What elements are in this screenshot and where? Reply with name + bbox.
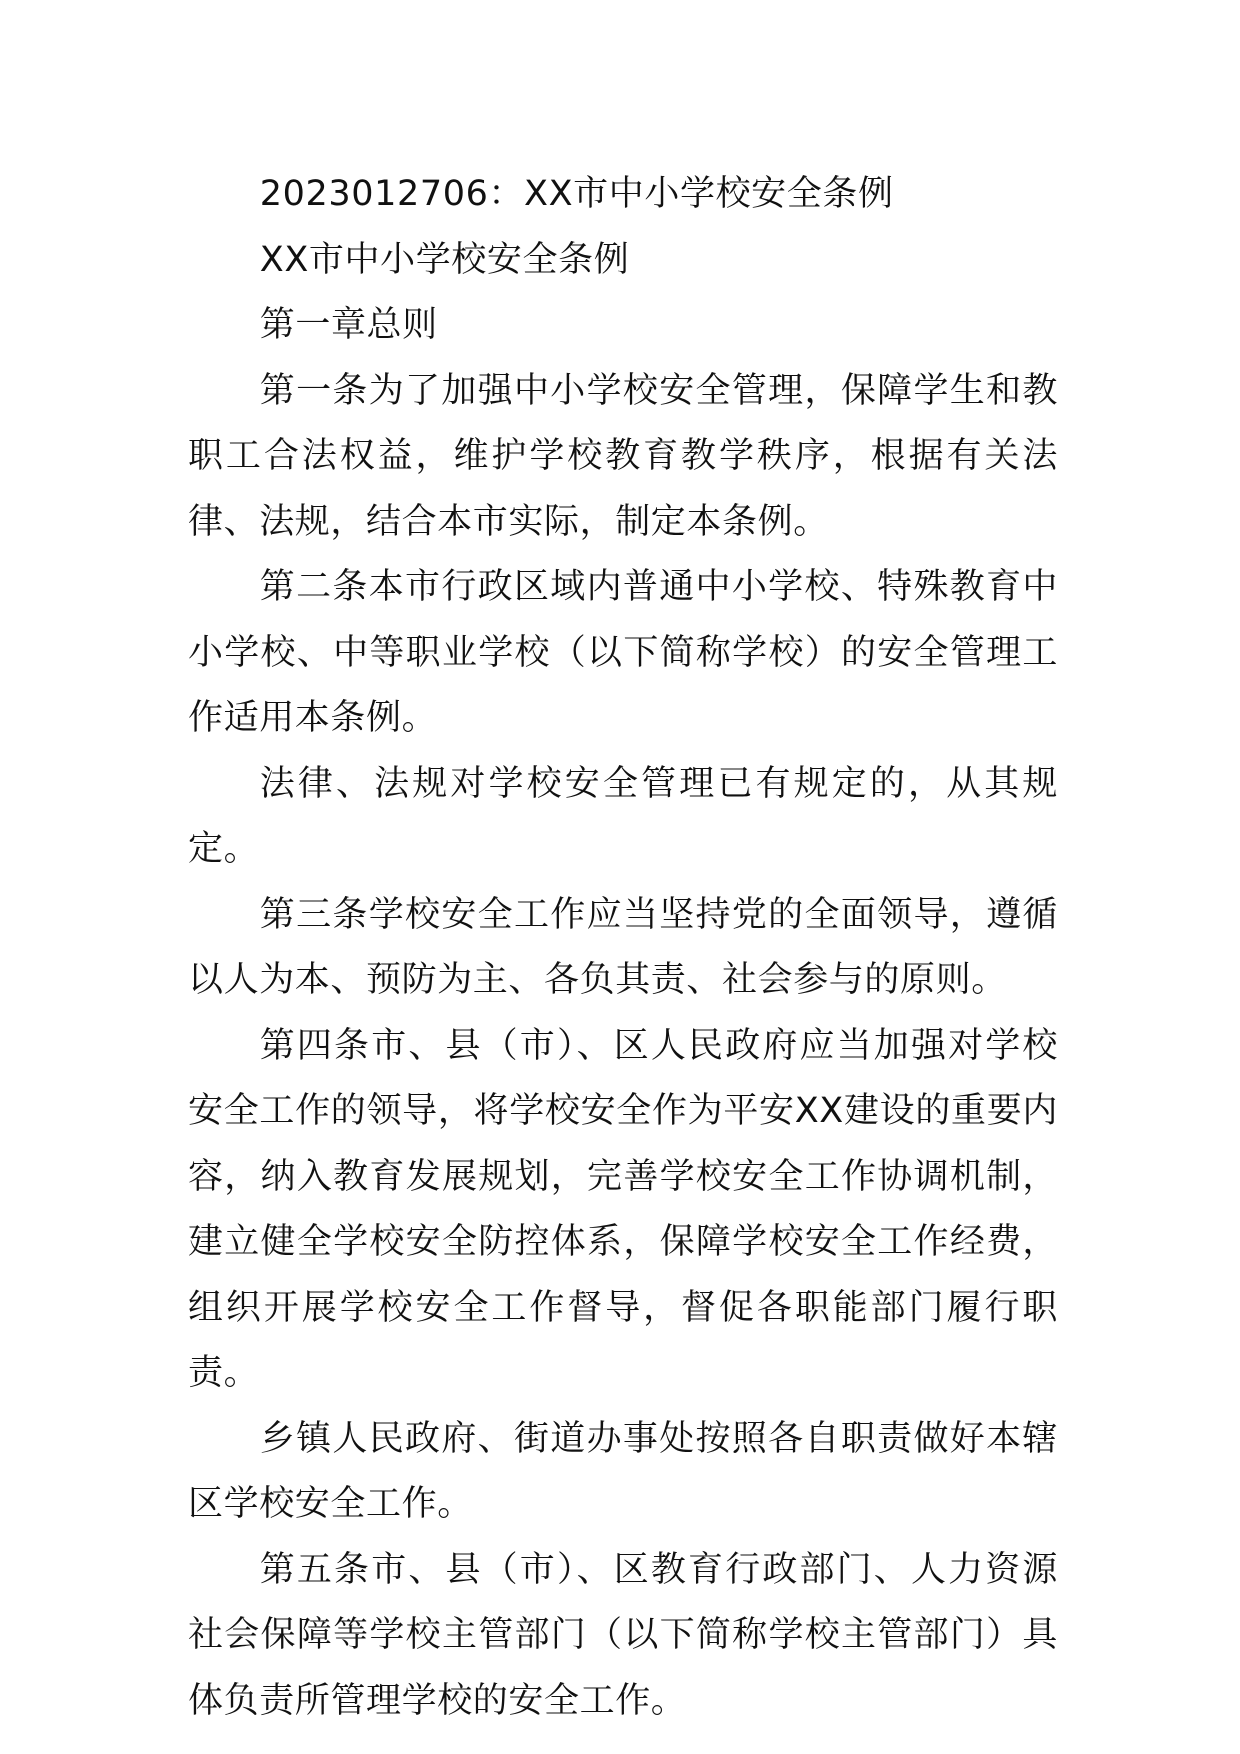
article-1: 第一条为了加强中小学校安全管理，保障学生和教职工合法权益，维护学校教育教学秩序，根据有关法律、法规，结合本市实际，制定本条例。 [188,370,1058,542]
article-3: 第三条学校安全工作应当坚持党的全面领导，遵循以人为本、预防为主、各负其责、社会参与的原则。 [188,894,1058,1000]
article-2-clause: 法律、法规对学校安全管理已有规定的，从其规定。 [188,763,1058,869]
document-heading-line: 2023012706：XX市中小学校安全条例 [259,174,894,214]
article-5: 第五条市、县（市）、区教育行政部门、人力资源社会保障等学校主管部门（以下简称学校主管部门）具体负责所管理学校的安全工作。 [188,1549,1058,1721]
article-4-clause: 乡镇人民政府、街道办事处按照各自职责做好本辖区学校安全工作。 [188,1418,1058,1524]
chapter-heading: 第一章总则 [259,305,438,345]
document-title: XX市中小学校安全条例 [259,239,630,280]
document-body [188,162,1058,1734]
article-4: 第四条市、县（市）、区人民政府应当加强对学校安全工作的领导，将学校安全作为平安XX建设的重要内容，纳入教育发展规划，完善学校安全工作协调机制，建立健全学校安全防控体系，保障学校安全工作经费，组织开展学校安全工作督导，督促各职能部门履行职责。 [188,1025,1058,1393]
article-2: 第二条本市行政区域内普通中小学校、特殊教育中小学校、中等职业学校（以下简称学校）的安全管理工作适用本条例。 [188,567,1058,738]
